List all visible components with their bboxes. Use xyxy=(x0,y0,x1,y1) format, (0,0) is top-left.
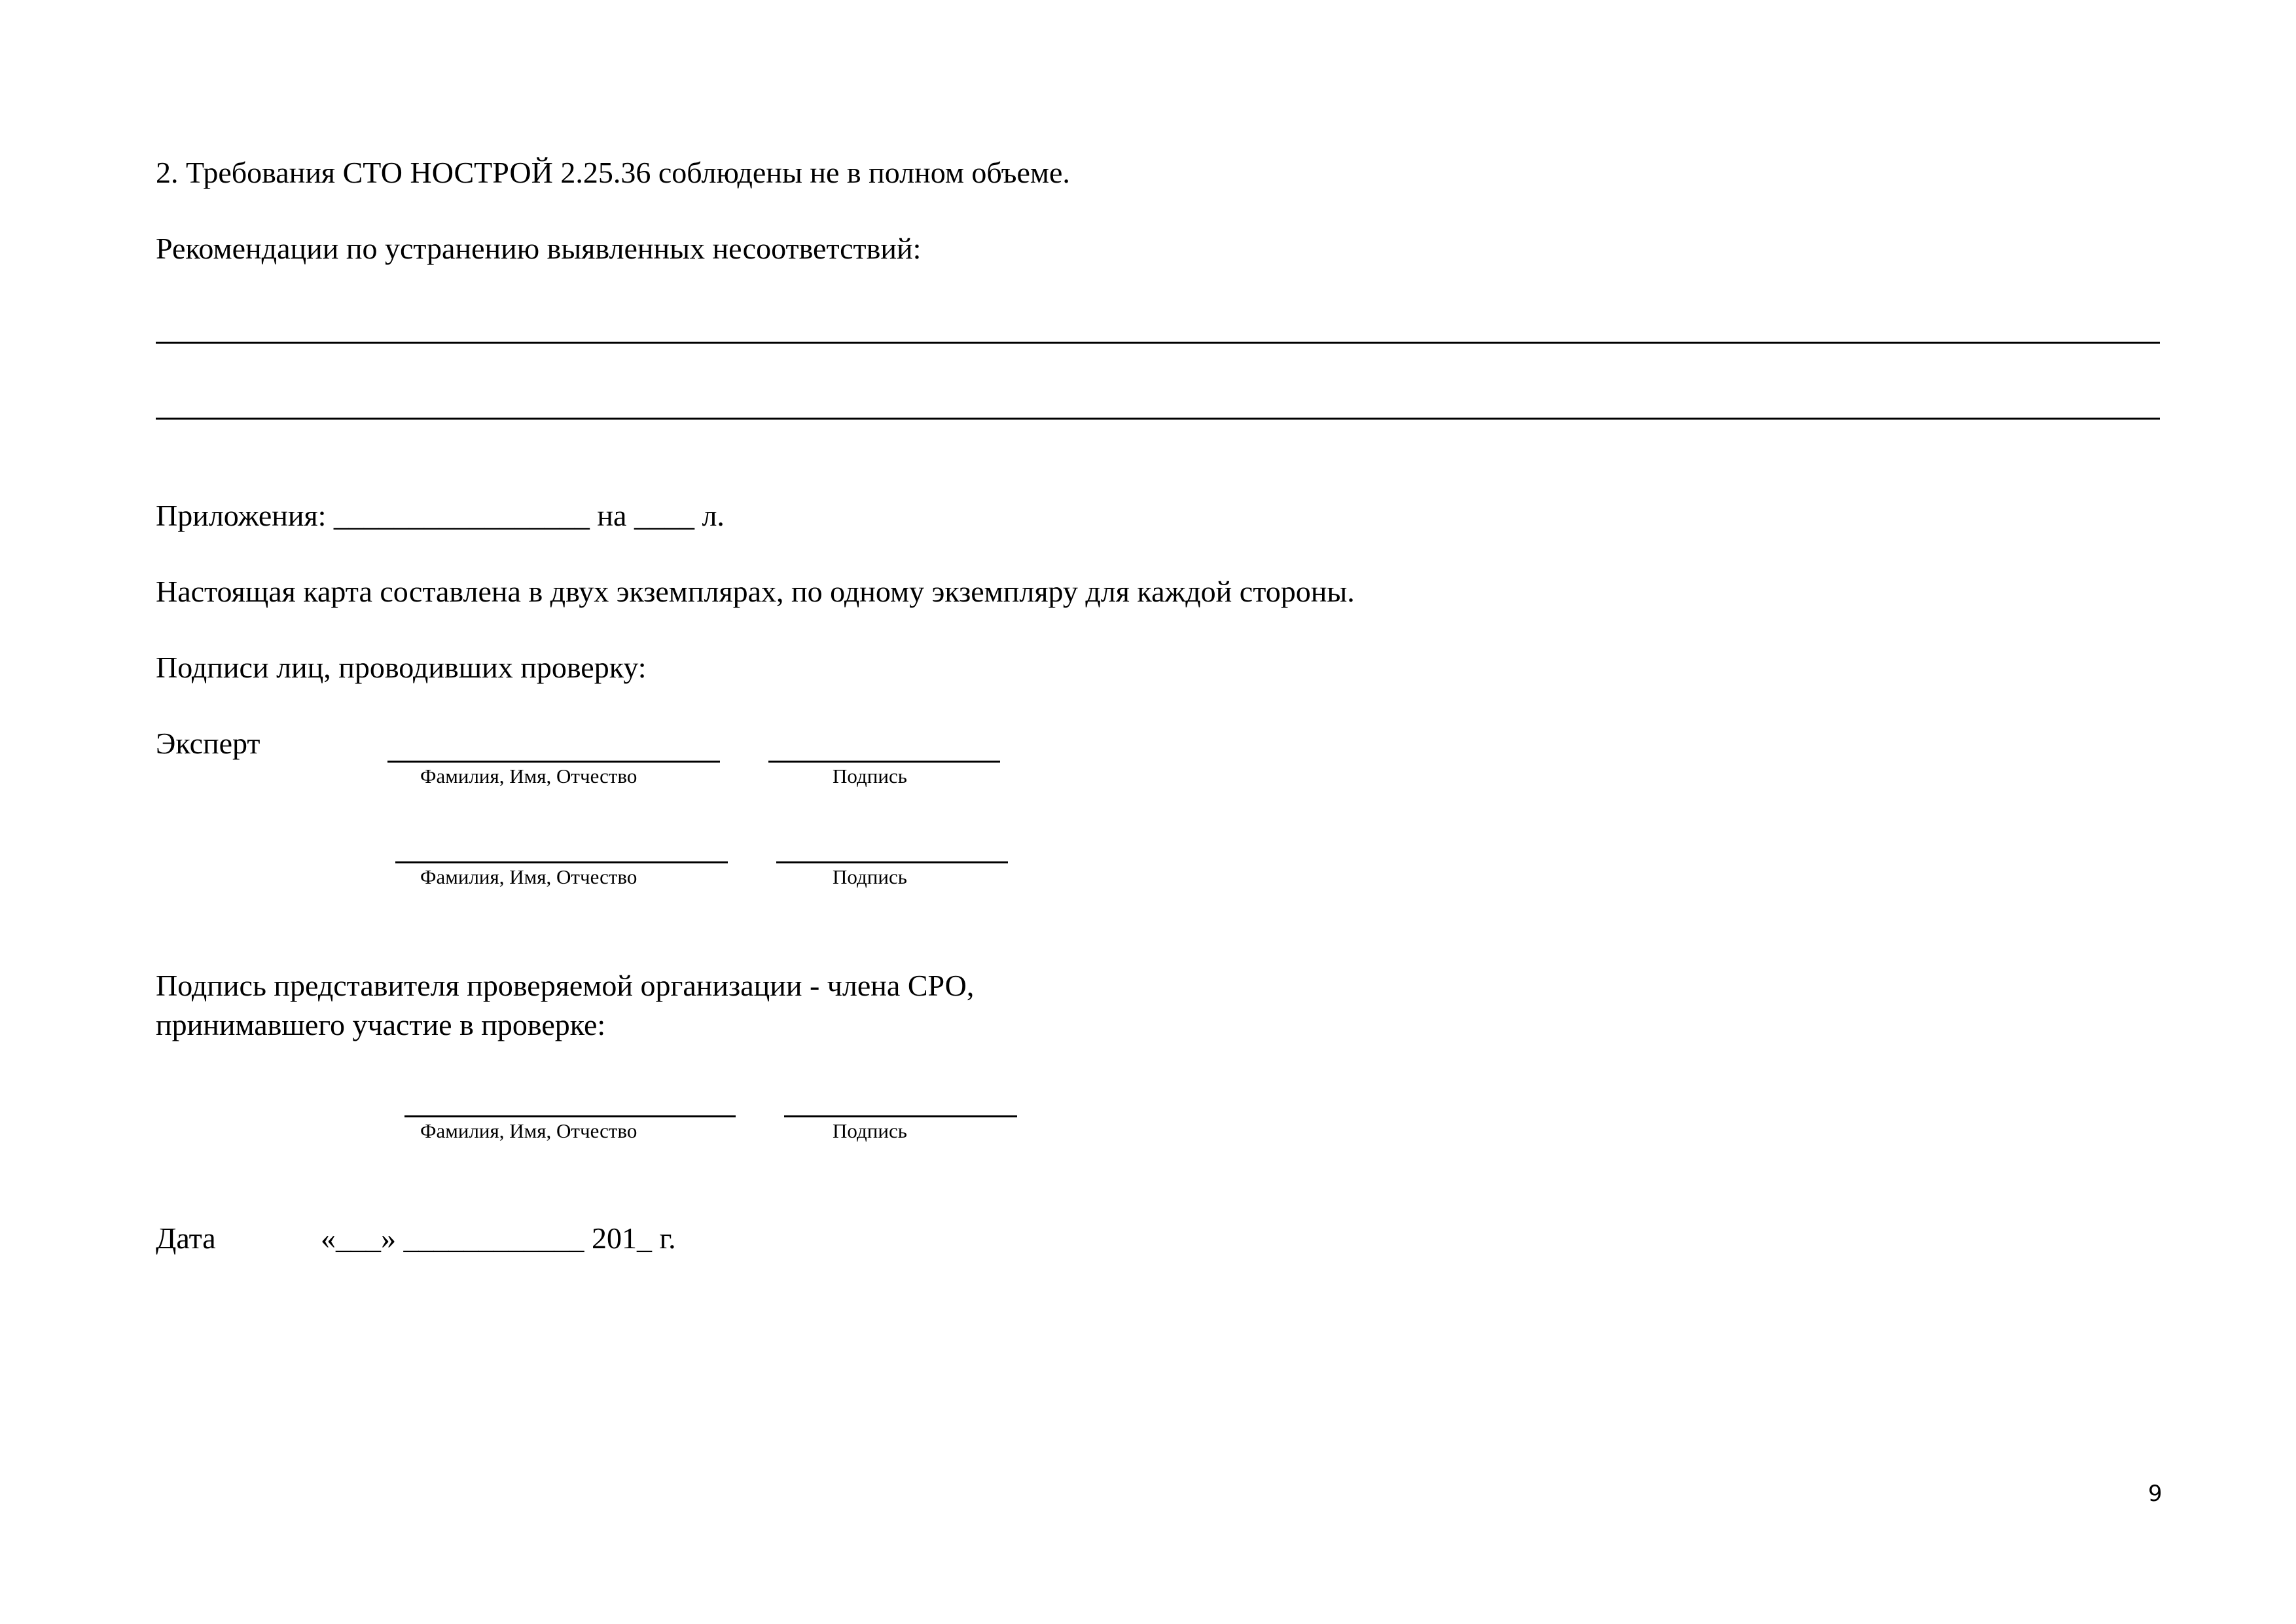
attachments-on-label: на xyxy=(597,499,627,532)
page-number: 9 xyxy=(2148,1481,2162,1507)
representative-label-line-1: Подпись представителя проверяемой организации - члена СРО, xyxy=(156,969,975,1002)
representative-signature-line xyxy=(784,1115,1017,1117)
date-value: «___» ____________ 201_ г. xyxy=(321,1221,676,1255)
attachments-name-blank: _________________ xyxy=(333,499,590,532)
recommendation-line-1 xyxy=(156,342,2160,344)
expert-1-name-line xyxy=(387,761,720,763)
expert-1-signature-line xyxy=(768,761,1000,763)
expert-1-name-caption: Фамилия, Имя, Отчество xyxy=(420,765,637,787)
representative-name-line xyxy=(404,1115,736,1117)
compliance-statement: 2. Требования СТО НОСТРОЙ 2.25.36 соблюдены не в полном объеме. xyxy=(156,156,1070,189)
recommendation-line-2 xyxy=(156,418,2160,420)
attachments-pages-unit: л. xyxy=(702,499,725,532)
representative-signature-caption: Подпись xyxy=(833,1119,907,1142)
attachments-pages-blank: ____ xyxy=(634,499,694,532)
copies-statement: Настоящая карта составлена в двух экземплярах, по одному экземпляру для каждой стороны. xyxy=(156,575,1355,608)
expert-1-signature-caption: Подпись xyxy=(833,765,907,787)
recommendations-label: Рекомендации по устранению выявленных несоответствий: xyxy=(156,232,922,265)
attachments-label: Приложения: xyxy=(156,499,327,532)
expert-label: Эксперт xyxy=(156,727,260,760)
expert-2-name-line xyxy=(395,861,728,863)
date-label: Дата xyxy=(156,1221,216,1255)
expert-2-signature-line xyxy=(776,861,1008,863)
representative-name-caption: Фамилия, Имя, Отчество xyxy=(420,1119,637,1142)
representative-label-line-2: принимавшего участие в проверке: xyxy=(156,1008,606,1041)
expert-2-name-caption: Фамилия, Имя, Отчество xyxy=(420,865,637,888)
inspectors-label: Подписи лиц, проводивших проверку: xyxy=(156,651,647,684)
expert-2-signature-caption: Подпись xyxy=(833,865,907,888)
attachments-row xyxy=(156,497,725,534)
